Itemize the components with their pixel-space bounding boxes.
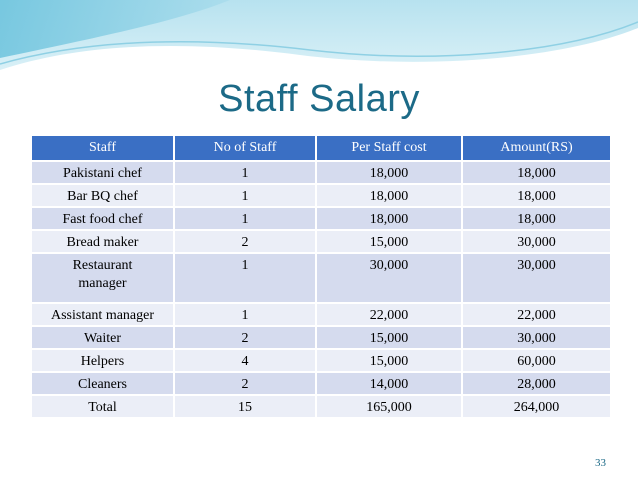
cell-amount: 18,000 [462, 161, 610, 184]
cell-count: 1 [174, 161, 316, 184]
cell-count: 4 [174, 349, 316, 372]
cell-staff: Helpers [32, 349, 174, 372]
header-wave-decoration [0, 0, 638, 80]
table-total-row [32, 395, 610, 418]
header-per-staff-cost: Per Staff cost [316, 136, 462, 161]
cell-staff: Bread maker [32, 230, 174, 253]
cell-count: 2 [174, 230, 316, 253]
cell-cost: 15,000 [316, 326, 462, 349]
cell-cost: 165,000 [316, 395, 462, 418]
cell-amount: 60,000 [462, 349, 610, 372]
header-amount: Amount(RS) [462, 136, 610, 161]
cell-amount: 30,000 [462, 230, 610, 253]
cell-staff: Pakistani chef [32, 161, 174, 184]
table-row [32, 207, 610, 230]
cell-count: 1 [174, 303, 316, 326]
page-title: Staff Salary [218, 78, 420, 120]
header-staff: Staff [32, 136, 174, 161]
cell-count: 1 [174, 207, 316, 230]
cell-staff: Cleaners [32, 372, 174, 395]
cell-amount: 18,000 [462, 207, 610, 230]
cell-cost: 22,000 [316, 303, 462, 326]
cell-cost: 15,000 [316, 349, 462, 372]
cell-staff: Waiter [32, 326, 174, 349]
table-row [32, 326, 610, 349]
table-header-row [32, 136, 610, 161]
cell-count: 15 [174, 395, 316, 418]
header-no-of-staff: No of Staff [174, 136, 316, 161]
cell-staff: Fast food chef [32, 207, 174, 230]
table-row [32, 372, 610, 395]
cell-staff: Assistant manager [32, 303, 174, 326]
table-row [32, 303, 610, 326]
cell-staff: Restaurant manager [32, 253, 174, 303]
cell-cost: 30,000 [316, 253, 462, 303]
table-row [32, 253, 610, 303]
cell-amount: 18,000 [462, 184, 610, 207]
cell-cost: 18,000 [316, 161, 462, 184]
cell-count: 1 [174, 184, 316, 207]
cell-cost: 14,000 [316, 372, 462, 395]
cell-count: 2 [174, 372, 316, 395]
table-row [32, 161, 610, 184]
cell-cost: 18,000 [316, 184, 462, 207]
cell-amount: 28,000 [462, 372, 610, 395]
cell-cost: 18,000 [316, 207, 462, 230]
cell-staff: Total [32, 395, 174, 418]
cell-cost: 15,000 [316, 230, 462, 253]
cell-amount: 264,000 [462, 395, 610, 418]
cell-staff: Bar BQ chef [32, 184, 174, 207]
cell-amount: 30,000 [462, 253, 610, 303]
salary-table [32, 136, 610, 419]
cell-count: 2 [174, 326, 316, 349]
table-row [32, 230, 610, 253]
cell-count: 1 [174, 253, 316, 303]
table-row [32, 349, 610, 372]
cell-amount: 22,000 [462, 303, 610, 326]
table-row [32, 184, 610, 207]
cell-amount: 30,000 [462, 326, 610, 349]
page-number: 33 [595, 457, 606, 469]
